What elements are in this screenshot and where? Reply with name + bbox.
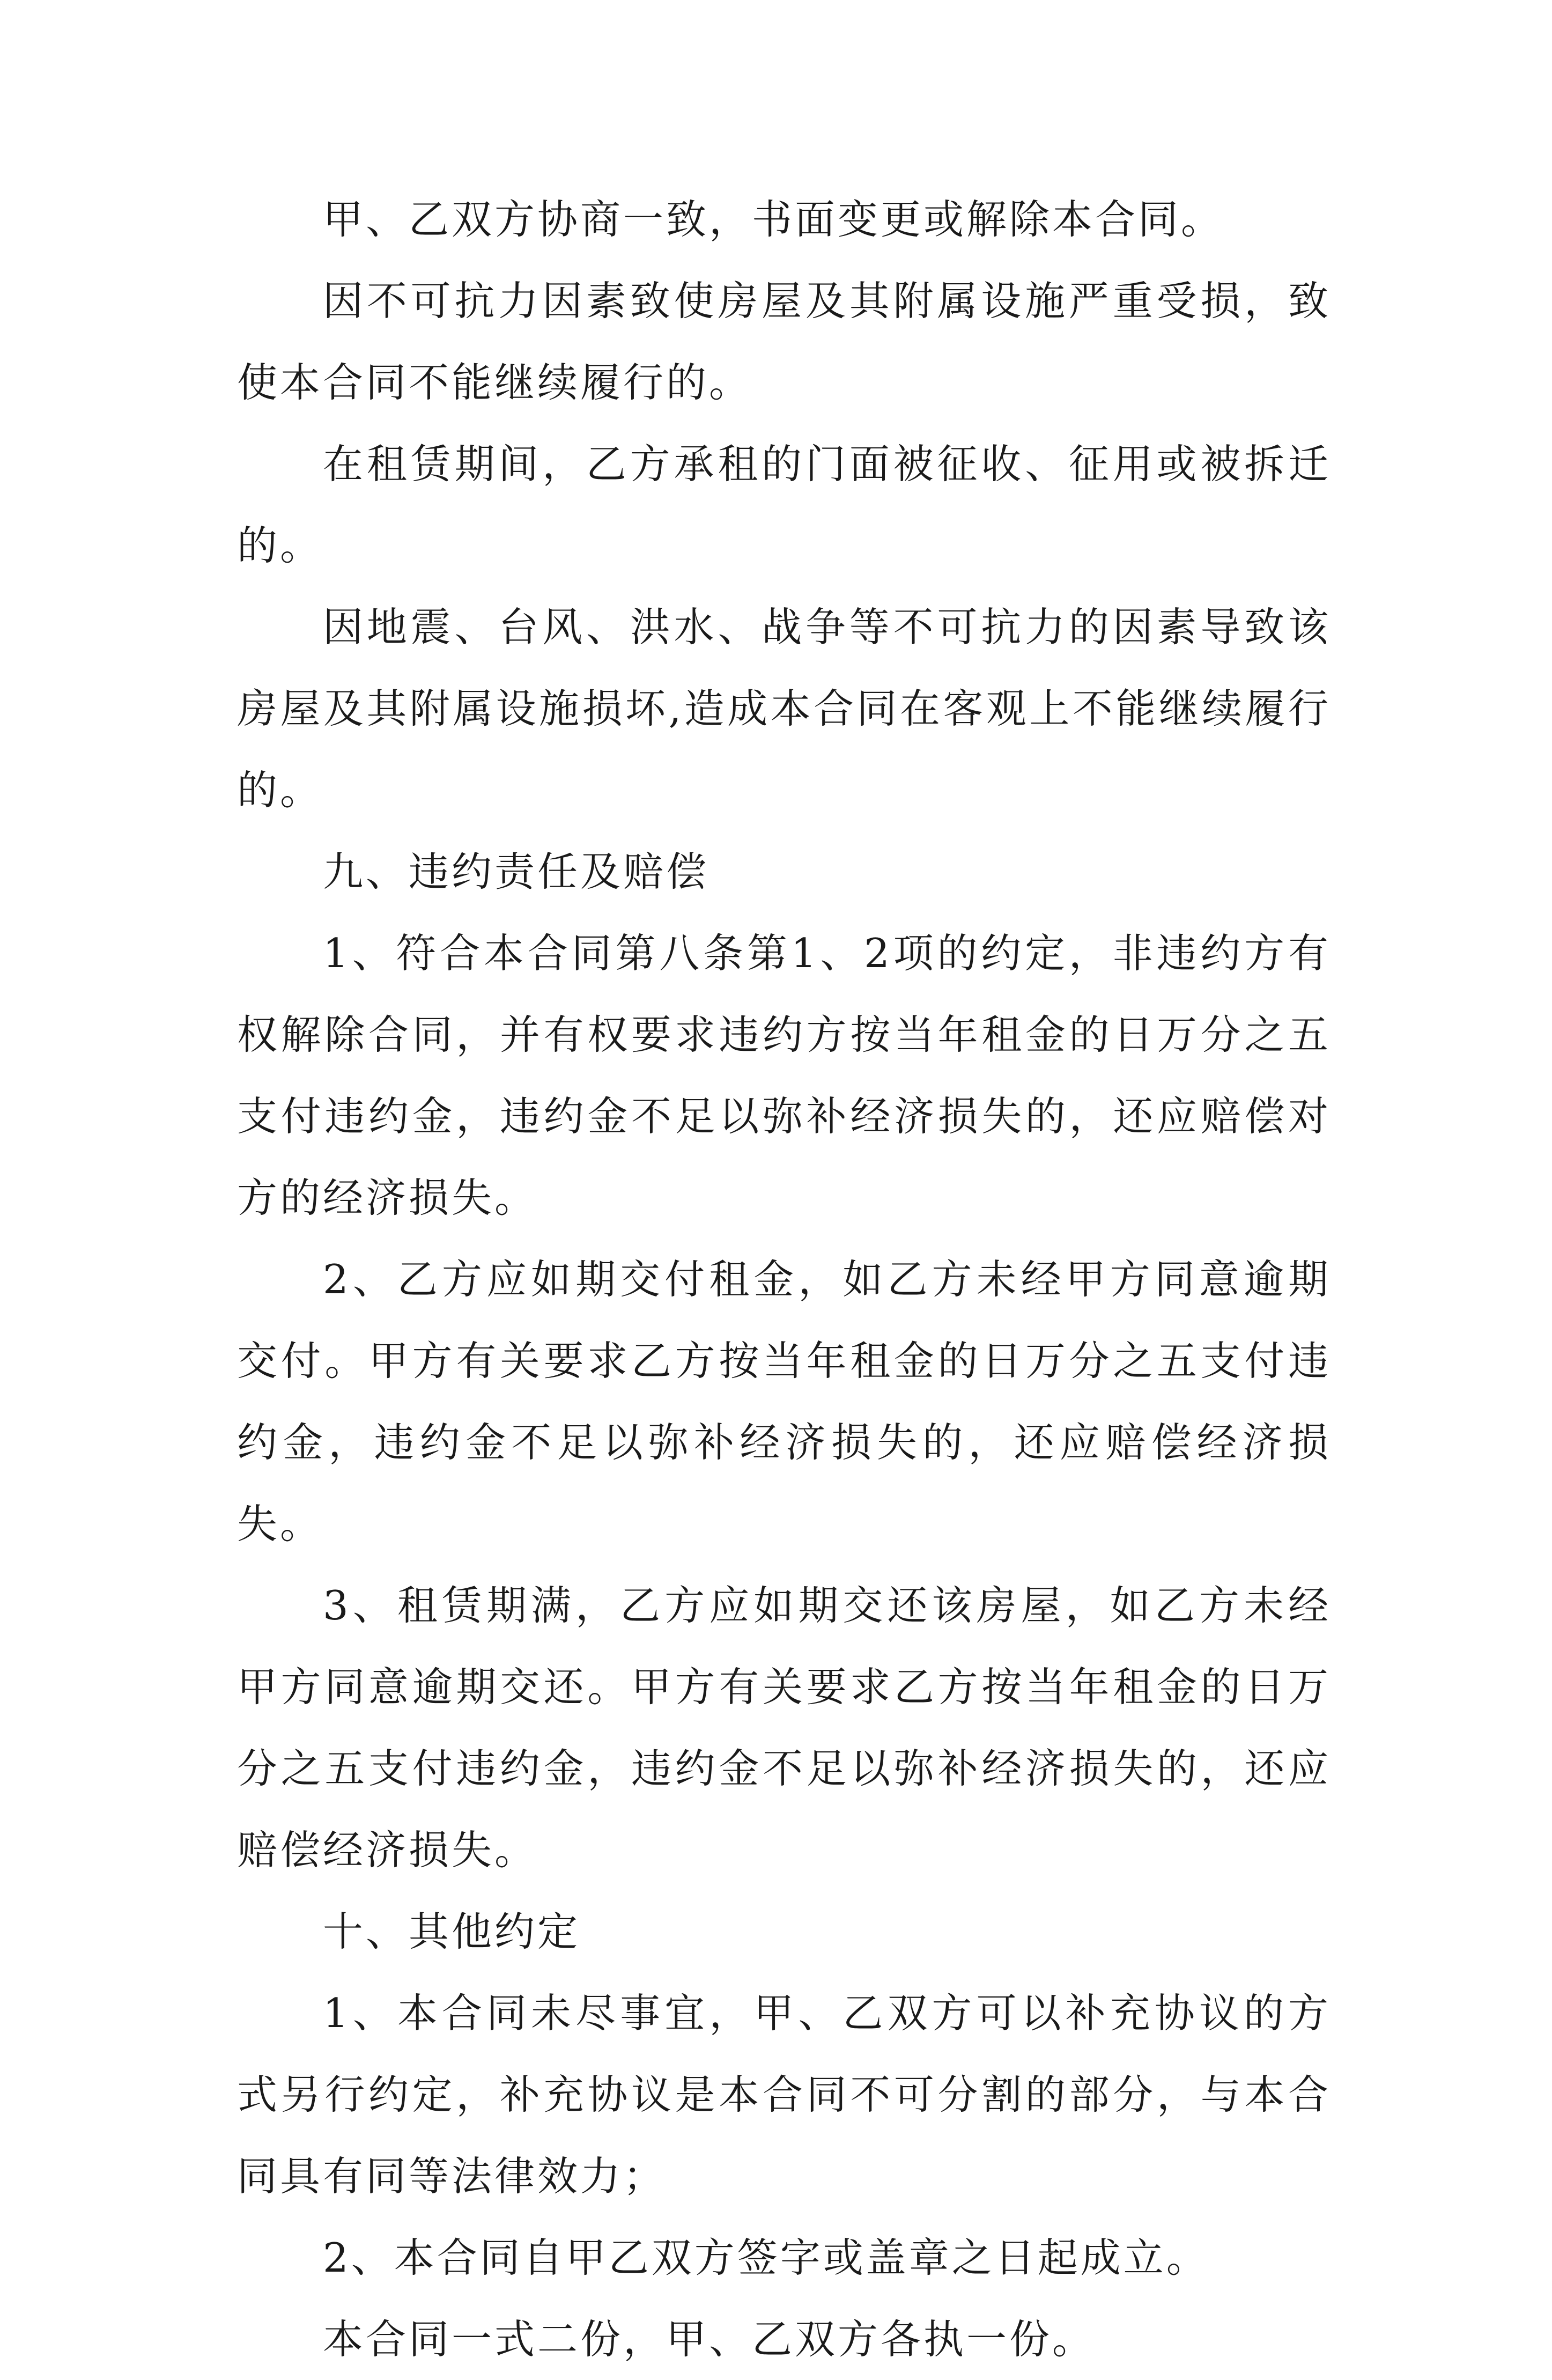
paragraph-breach-clause-2: 2、乙方应如期交付租金，如乙方未经甲方同意逾期交付。甲方有关要求乙方按当年租金的日万分之五支付违约金，违约金不足以弥补经济损失的，还应赔偿经济损失。 <box>237 1256 1331 1548</box>
section-heading-other-provisions: 十、其他约定 <box>323 1908 581 1955</box>
section-heading-breach-liability: 九、违约责任及赔偿 <box>323 848 710 895</box>
paragraph-copies: 本合同一式二份，甲、乙双方各执一份。 <box>323 2316 1096 2363</box>
paragraph-force-majeure-damage: 因不可抗力因素致使房屋及其附属设施严重受损，致使本合同不能继续履行的。 <box>237 277 1331 406</box>
paragraph-other-clause-2: 2、本合同自甲乙双方签字或盖章之日起成立。 <box>323 2234 1209 2281</box>
paragraph-breach-clause-1: 1、符合本合同第八条第1、2项的约定，非违约方有权解除合同，并有权要求违约方按当年租金的日万分之五支付违约金，违约金不足以弥补经济损失的，还应赔偿对方的经济损失。 <box>237 930 1331 1221</box>
paragraph-mutual-termination: 甲、乙双方协商一致，书面变更或解除本合同。 <box>323 196 1224 243</box>
document-body <box>237 179 1331 2380</box>
paragraph-natural-disaster: 因地震、台风、洪水、战争等不可抗力的因素导致该房屋及其附属设施损坏,造成本合同在客观上不能继续履行的。 <box>237 603 1331 814</box>
paragraph-breach-clause-3: 3、租赁期满，乙方应如期交还该房屋，如乙方未经甲方同意逾期交还。甲方有关要求乙方按当年租金的日万分之五支付违约金，违约金不足以弥补经济损失的，还应赔偿经济损失。 <box>237 1582 1331 1874</box>
paragraph-expropriation: 在租赁期间，乙方承租的门面被征收、征用或被拆迁的。 <box>237 440 1331 569</box>
paragraph-other-clause-1: 1、本合同未尽事宜，甲、乙双方可以补充协议的方式另行约定，补充协议是本合同不可分割的部分，与本合同具有同等法律效力； <box>237 1990 1331 2200</box>
